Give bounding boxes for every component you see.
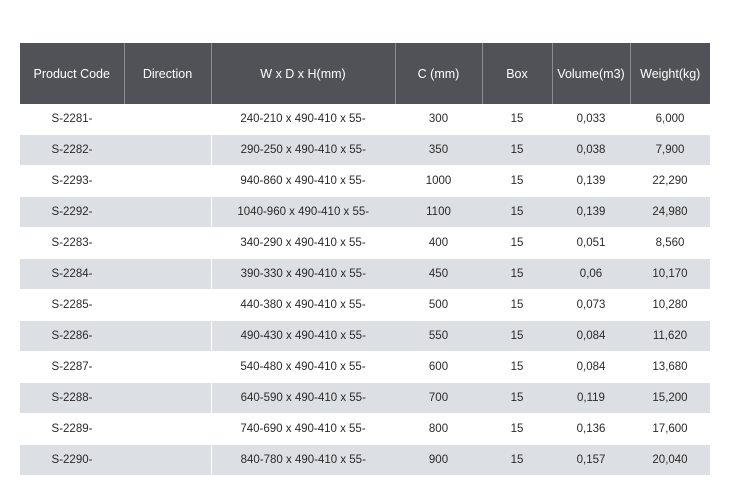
cell-dimensions: 390-330 x 490-410 x 55- xyxy=(211,259,395,290)
cell-c-mm: 800 xyxy=(395,414,482,445)
cell-weight: 24,980 xyxy=(630,197,710,228)
cell-direction xyxy=(124,352,211,383)
cell-volume: 0,038 xyxy=(552,135,630,166)
cell-weight: 10,280 xyxy=(630,290,710,321)
cell-product-code: S-2287- xyxy=(20,352,124,383)
cell-box: 15 xyxy=(482,259,552,290)
cell-product-code: S-2288- xyxy=(20,383,124,414)
cell-box: 15 xyxy=(482,290,552,321)
cell-box: 15 xyxy=(482,197,552,228)
cell-box: 15 xyxy=(482,383,552,414)
cell-volume: 0,119 xyxy=(552,383,630,414)
cell-direction xyxy=(124,104,211,135)
cell-volume: 0,033 xyxy=(552,104,630,135)
cell-direction xyxy=(124,197,211,228)
cell-c-mm: 700 xyxy=(395,383,482,414)
cell-box: 15 xyxy=(482,414,552,445)
cell-c-mm: 300 xyxy=(395,104,482,135)
table-row xyxy=(20,166,710,197)
cell-volume: 0,06 xyxy=(552,259,630,290)
cell-c-mm: 900 xyxy=(395,445,482,476)
table-row xyxy=(20,383,710,414)
cell-product-code: S-2284- xyxy=(20,259,124,290)
cell-volume: 0,136 xyxy=(552,414,630,445)
cell-box: 15 xyxy=(482,445,552,476)
cell-c-mm: 400 xyxy=(395,228,482,259)
cell-c-mm: 550 xyxy=(395,321,482,352)
cell-direction xyxy=(124,228,211,259)
product-spec-table-container xyxy=(20,43,710,476)
table-row xyxy=(20,352,710,383)
cell-volume: 0,139 xyxy=(552,197,630,228)
cell-dimensions: 940-860 x 490-410 x 55- xyxy=(211,166,395,197)
product-spec-table xyxy=(20,43,710,476)
cell-direction xyxy=(124,166,211,197)
cell-box: 15 xyxy=(482,321,552,352)
cell-box: 15 xyxy=(482,104,552,135)
cell-product-code: S-2282- xyxy=(20,135,124,166)
table-row xyxy=(20,414,710,445)
cell-box: 15 xyxy=(482,352,552,383)
cell-box: 15 xyxy=(482,135,552,166)
header-weight: Weight(kg) xyxy=(630,43,710,104)
cell-volume: 0,084 xyxy=(552,352,630,383)
table-row xyxy=(20,135,710,166)
cell-dimensions: 440-380 x 490-410 x 55- xyxy=(211,290,395,321)
cell-product-code: S-2290- xyxy=(20,445,124,476)
cell-direction xyxy=(124,135,211,166)
cell-weight: 17,600 xyxy=(630,414,710,445)
table-header xyxy=(20,43,710,104)
header-row xyxy=(20,43,710,104)
cell-weight: 10,170 xyxy=(630,259,710,290)
cell-dimensions: 340-290 x 490-410 x 55- xyxy=(211,228,395,259)
cell-volume: 0,157 xyxy=(552,445,630,476)
cell-weight: 13,680 xyxy=(630,352,710,383)
cell-c-mm: 600 xyxy=(395,352,482,383)
cell-product-code: S-2289- xyxy=(20,414,124,445)
cell-volume: 0,139 xyxy=(552,166,630,197)
table-row xyxy=(20,228,710,259)
cell-direction xyxy=(124,321,211,352)
cell-c-mm: 450 xyxy=(395,259,482,290)
header-product-code: Product Code xyxy=(20,43,124,104)
cell-c-mm: 500 xyxy=(395,290,482,321)
cell-weight: 6,000 xyxy=(630,104,710,135)
table-row xyxy=(20,321,710,352)
cell-dimensions: 1040-960 x 490-410 x 55- xyxy=(211,197,395,228)
cell-direction xyxy=(124,445,211,476)
header-direction: Direction xyxy=(124,43,211,104)
cell-product-code: S-2281- xyxy=(20,104,124,135)
cell-c-mm: 1000 xyxy=(395,166,482,197)
cell-weight: 15,200 xyxy=(630,383,710,414)
cell-dimensions: 490-430 x 490-410 x 55- xyxy=(211,321,395,352)
cell-direction xyxy=(124,383,211,414)
table-row xyxy=(20,290,710,321)
cell-product-code: S-2293- xyxy=(20,166,124,197)
cell-c-mm: 350 xyxy=(395,135,482,166)
cell-product-code: S-2292- xyxy=(20,197,124,228)
cell-dimensions: 640-590 x 490-410 x 55- xyxy=(211,383,395,414)
cell-product-code: S-2286- xyxy=(20,321,124,352)
cell-product-code: S-2285- xyxy=(20,290,124,321)
cell-weight: 8,560 xyxy=(630,228,710,259)
cell-dimensions: 290-250 x 490-410 x 55- xyxy=(211,135,395,166)
cell-dimensions: 540-480 x 490-410 x 55- xyxy=(211,352,395,383)
cell-volume: 0,084 xyxy=(552,321,630,352)
table-body xyxy=(20,104,710,476)
header-c-mm: C (mm) xyxy=(395,43,482,104)
cell-c-mm: 1100 xyxy=(395,197,482,228)
cell-box: 15 xyxy=(482,166,552,197)
cell-direction xyxy=(124,414,211,445)
cell-direction xyxy=(124,259,211,290)
header-dimensions: W x D x H(mm) xyxy=(211,43,395,104)
cell-dimensions: 740-690 x 490-410 x 55- xyxy=(211,414,395,445)
cell-weight: 22,290 xyxy=(630,166,710,197)
header-box: Box xyxy=(482,43,552,104)
cell-dimensions: 240-210 x 490-410 x 55- xyxy=(211,104,395,135)
cell-weight: 7,900 xyxy=(630,135,710,166)
cell-box: 15 xyxy=(482,228,552,259)
cell-direction xyxy=(124,290,211,321)
table-row xyxy=(20,197,710,228)
cell-weight: 20,040 xyxy=(630,445,710,476)
table-row xyxy=(20,104,710,135)
header-volume: Volume(m3) xyxy=(552,43,630,104)
table-row xyxy=(20,259,710,290)
cell-dimensions: 840-780 x 490-410 x 55- xyxy=(211,445,395,476)
cell-volume: 0,073 xyxy=(552,290,630,321)
cell-volume: 0,051 xyxy=(552,228,630,259)
cell-product-code: S-2283- xyxy=(20,228,124,259)
cell-weight: 11,620 xyxy=(630,321,710,352)
table-row xyxy=(20,445,710,476)
